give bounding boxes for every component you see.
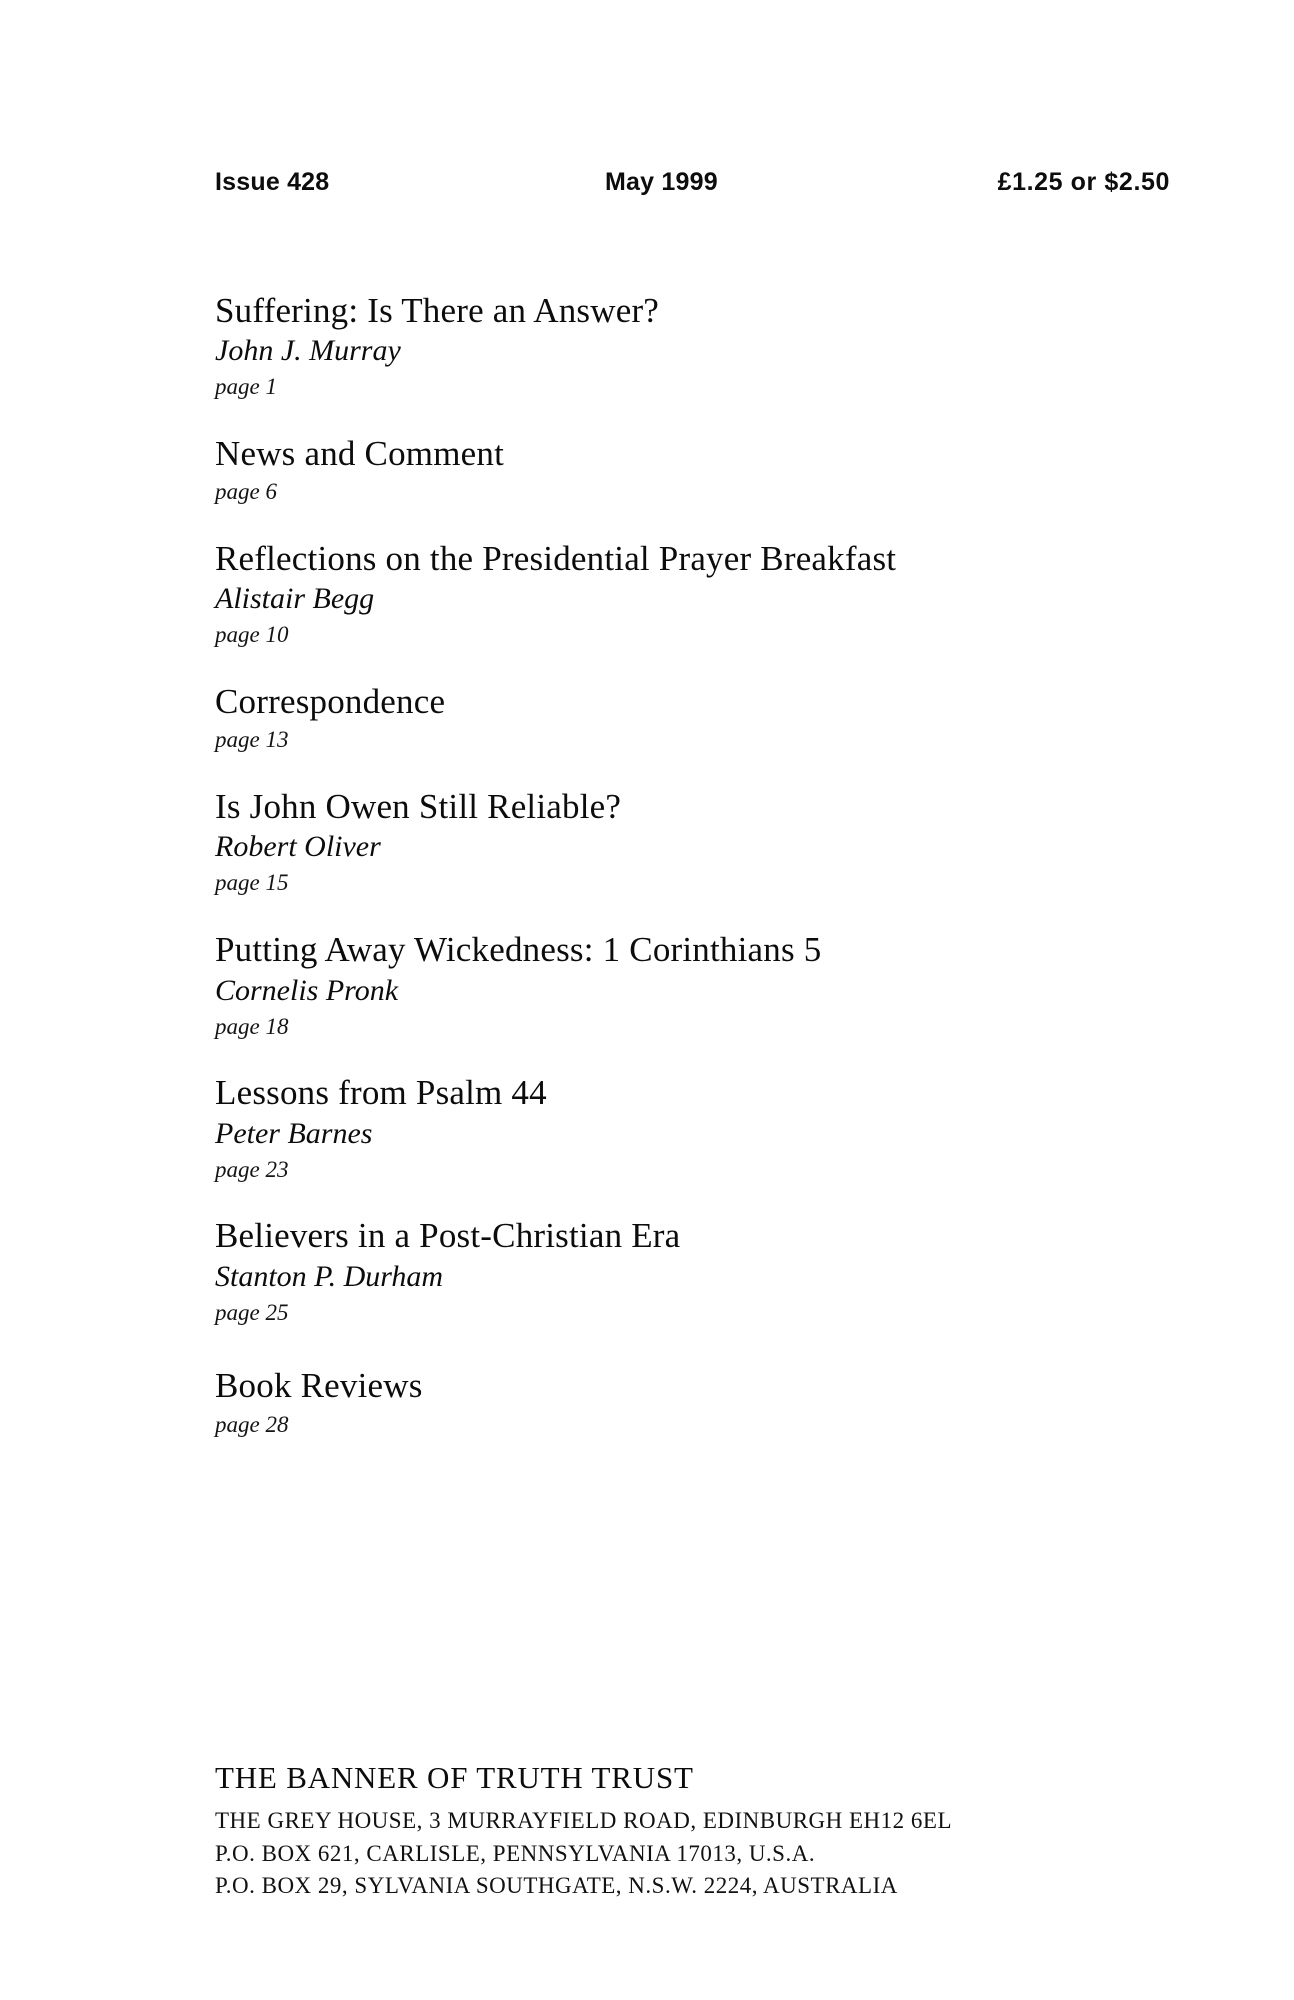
contents-entry [215, 786, 1155, 898]
entry-author: Robert Oliver [215, 830, 381, 864]
entry-title: Putting Away Wickedness: 1 Corinthians 5 [215, 930, 822, 970]
entry-title: Is John Owen Still Reliable? [215, 787, 622, 827]
entry-title: Suffering: Is There an Answer? [215, 291, 660, 330]
contents-entry [215, 1365, 1155, 1439]
entry-page: page 6 [215, 479, 277, 505]
entry-title: Believers in a Post-Christian Era [215, 1216, 681, 1256]
entry-page: page 13 [215, 727, 289, 753]
entry-page: page 25 [215, 1299, 289, 1325]
entry-author: Alistair Begg [215, 582, 375, 616]
entry-page: page 15 [215, 870, 289, 896]
contents-entry [215, 1072, 1155, 1184]
contents-entry [215, 433, 1155, 507]
entry-author: Peter Barnes [215, 1116, 373, 1150]
entry-page: page 10 [215, 622, 289, 648]
entry-page: page 28 [215, 1411, 289, 1437]
entry-title: Book Reviews [215, 1366, 423, 1406]
contents-entry [215, 681, 1155, 755]
issue-date: May 1999 [605, 168, 718, 196]
publisher-address-line: P.O. BOX 621, CARLISLE, PENNSYLVANIA 17013, U.S.A. [215, 1840, 816, 1866]
contents-entry [215, 1215, 1155, 1327]
entry-page: page 23 [215, 1156, 289, 1182]
issue-price: £1.25 or $2.50 [997, 168, 1170, 196]
entry-author: Stanton P. Durham [215, 1259, 444, 1293]
publisher-name: THE BANNER OF TRUTH TRUST [215, 1760, 694, 1795]
entry-page: page 1 [215, 374, 277, 400]
entry-title: Correspondence [215, 682, 446, 722]
issue-number: Issue 428 [215, 168, 330, 196]
publisher-address-line: THE GREY HOUSE, 3 MURRAYFIELD ROAD, EDINBURGH EH12 6EL [215, 1808, 953, 1833]
imprint [215, 1760, 1155, 1903]
entry-title: Lessons from Psalm 44 [215, 1073, 547, 1113]
masthead [215, 168, 1175, 197]
contents-entry [215, 290, 1155, 402]
entry-author: John J. Murray [215, 334, 401, 368]
entry-author: Cornelis Pronk [215, 973, 399, 1007]
contents-entry [215, 538, 1155, 650]
entry-title: News and Comment [215, 434, 504, 474]
entry-page: page 18 [215, 1013, 289, 1039]
contents-list [215, 290, 1155, 1470]
publisher-address-line: P.O. BOX 29, SYLVANIA SOUTHGATE, N.S.W. 2224, AUSTRALIA [215, 1873, 898, 1899]
contents-entry [215, 929, 1155, 1041]
entry-title: Reflections on the Presidential Prayer Breakfast [215, 539, 897, 579]
